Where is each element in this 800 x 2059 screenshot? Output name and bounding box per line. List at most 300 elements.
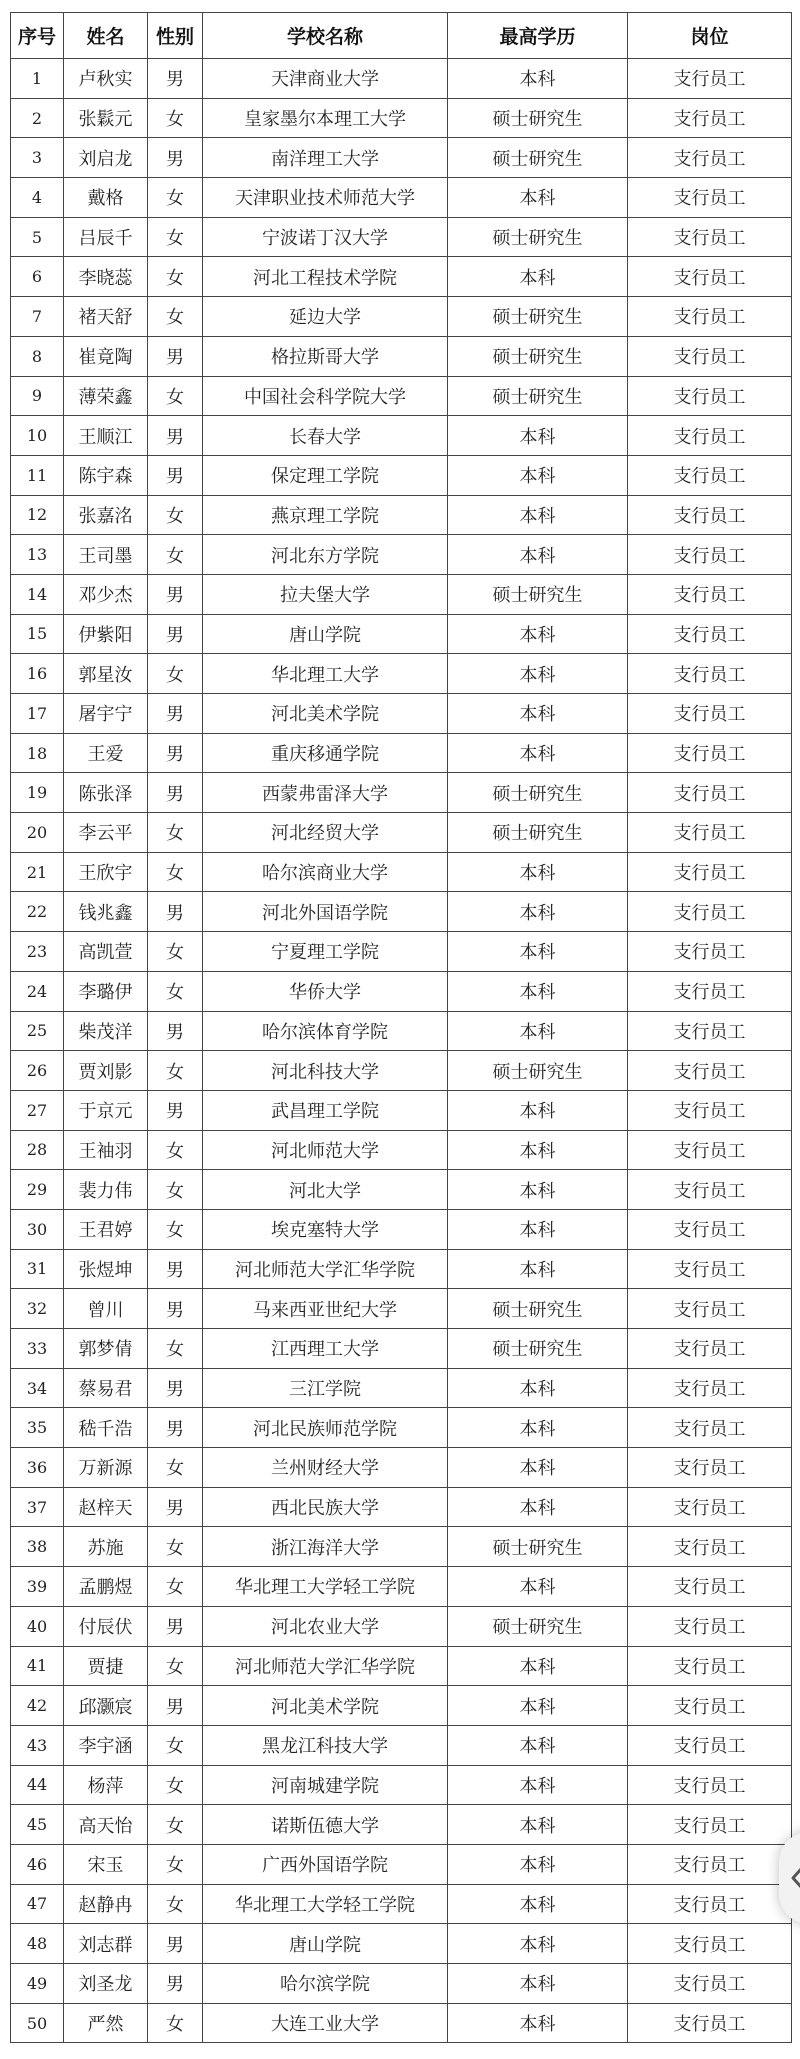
cell-school: 南洋理工大学	[203, 138, 448, 178]
cell-position: 支行员工	[628, 1448, 792, 1488]
cell-degree: 本科	[448, 1844, 628, 1884]
cell-position: 支行员工	[628, 495, 792, 535]
cell-name: 李晓蕊	[64, 257, 148, 297]
cell-serial: 4	[11, 178, 64, 218]
cell-gender: 男	[148, 455, 203, 495]
cell-school: 重庆移通学院	[203, 733, 448, 773]
cell-degree: 本科	[448, 1090, 628, 1130]
table-row	[11, 1725, 792, 1765]
table-row	[11, 495, 792, 535]
cell-degree: 本科	[448, 1884, 628, 1924]
table-row	[11, 1606, 792, 1646]
cell-serial: 15	[11, 614, 64, 654]
cell-position: 支行员工	[628, 1567, 792, 1607]
cell-serial: 8	[11, 336, 64, 376]
cell-name: 李璐伊	[64, 971, 148, 1011]
cell-position: 支行员工	[628, 733, 792, 773]
table-row	[11, 574, 792, 614]
chevron-left-icon	[789, 1865, 800, 1891]
cell-school: 河北经贸大学	[203, 813, 448, 853]
cell-degree: 本科	[448, 1805, 628, 1845]
cell-position: 支行员工	[628, 2003, 792, 2043]
cell-gender: 女	[148, 495, 203, 535]
cell-degree: 硕士研究生	[448, 574, 628, 614]
cell-position: 支行员工	[628, 1289, 792, 1329]
cell-school: 河南城建学院	[203, 1765, 448, 1805]
table-row	[11, 98, 792, 138]
cell-school: 西北民族大学	[203, 1487, 448, 1527]
table-row	[11, 1329, 792, 1369]
cell-degree: 本科	[448, 1964, 628, 2004]
cell-serial: 37	[11, 1487, 64, 1527]
cell-position: 支行员工	[628, 217, 792, 257]
cell-position: 支行员工	[628, 654, 792, 694]
cell-gender: 男	[148, 1487, 203, 1527]
cell-position: 支行员工	[628, 1408, 792, 1448]
cell-serial: 6	[11, 257, 64, 297]
table-row	[11, 1527, 792, 1567]
cell-serial: 5	[11, 217, 64, 257]
cell-school: 江西理工大学	[203, 1329, 448, 1369]
cell-serial: 10	[11, 416, 64, 456]
cell-degree: 本科	[448, 59, 628, 99]
cell-degree: 本科	[448, 971, 628, 1011]
table-row	[11, 733, 792, 773]
table-row	[11, 1805, 792, 1845]
cell-degree: 本科	[448, 1448, 628, 1488]
cell-serial: 43	[11, 1725, 64, 1765]
table-row	[11, 1765, 792, 1805]
cell-school: 黑龙江科技大学	[203, 1725, 448, 1765]
cell-name: 屠宇宁	[64, 694, 148, 734]
cell-name: 万新源	[64, 1448, 148, 1488]
cell-school: 河北科技大学	[203, 1051, 448, 1091]
cell-name: 张鬏元	[64, 98, 148, 138]
table-row	[11, 1487, 792, 1527]
cell-degree: 硕士研究生	[448, 1289, 628, 1329]
cell-gender: 男	[148, 1011, 203, 1051]
cell-gender: 男	[148, 892, 203, 932]
table-row	[11, 376, 792, 416]
cell-position: 支行员工	[628, 1884, 792, 1924]
cell-serial: 23	[11, 932, 64, 972]
cell-position: 支行员工	[628, 297, 792, 337]
cell-name: 柴茂洋	[64, 1011, 148, 1051]
cell-gender: 女	[148, 971, 203, 1011]
cell-position: 支行员工	[628, 1686, 792, 1726]
table-row	[11, 773, 792, 813]
cell-serial: 44	[11, 1765, 64, 1805]
table-row	[11, 932, 792, 972]
cell-name: 郭星汝	[64, 654, 148, 694]
cell-degree: 本科	[448, 2003, 628, 2043]
table-header	[11, 13, 792, 59]
cell-gender: 男	[148, 614, 203, 654]
cell-serial: 11	[11, 455, 64, 495]
table-row	[11, 1408, 792, 1448]
cell-gender: 男	[148, 1090, 203, 1130]
cell-school: 河北民族师范学院	[203, 1408, 448, 1448]
cell-serial: 39	[11, 1567, 64, 1607]
cell-school: 延边大学	[203, 297, 448, 337]
cell-serial: 49	[11, 1964, 64, 2004]
cell-position: 支行员工	[628, 1090, 792, 1130]
cell-position: 支行员工	[628, 1527, 792, 1567]
cell-school: 三江学院	[203, 1368, 448, 1408]
cell-school: 马来西亚世纪大学	[203, 1289, 448, 1329]
table-row	[11, 535, 792, 575]
cell-serial: 14	[11, 574, 64, 614]
cell-gender: 女	[148, 535, 203, 575]
cell-degree: 本科	[448, 1567, 628, 1607]
cell-degree: 本科	[448, 1725, 628, 1765]
cell-serial: 34	[11, 1368, 64, 1408]
table-row	[11, 416, 792, 456]
table-row	[11, 654, 792, 694]
cell-name: 赵梓天	[64, 1487, 148, 1527]
cell-serial: 41	[11, 1646, 64, 1686]
table-row	[11, 1130, 792, 1170]
cell-gender: 女	[148, 1170, 203, 1210]
table-row	[11, 1289, 792, 1329]
col-header-gender: 性别	[148, 13, 203, 59]
cell-gender: 女	[148, 1765, 203, 1805]
cell-degree: 本科	[448, 1249, 628, 1289]
cell-name: 褚天舒	[64, 297, 148, 337]
cell-degree: 硕士研究生	[448, 297, 628, 337]
cell-name: 付辰伏	[64, 1606, 148, 1646]
cell-position: 支行员工	[628, 813, 792, 853]
cell-name: 卢秋实	[64, 59, 148, 99]
cell-school: 华侨大学	[203, 971, 448, 1011]
cell-school: 大连工业大学	[203, 2003, 448, 2043]
cell-degree: 本科	[448, 614, 628, 654]
table-row	[11, 892, 792, 932]
cell-serial: 25	[11, 1011, 64, 1051]
cell-school: 唐山学院	[203, 1924, 448, 1964]
cell-degree: 硕士研究生	[448, 1329, 628, 1369]
table-row	[11, 455, 792, 495]
cell-school: 哈尔滨体育学院	[203, 1011, 448, 1051]
cell-position: 支行员工	[628, 535, 792, 575]
cell-school: 西蒙弗雷泽大学	[203, 773, 448, 813]
cell-degree: 本科	[448, 1130, 628, 1170]
table-row	[11, 1448, 792, 1488]
cell-degree: 硕士研究生	[448, 138, 628, 178]
cell-name: 王爱	[64, 733, 148, 773]
cell-gender: 女	[148, 1646, 203, 1686]
cell-name: 郭梦倩	[64, 1329, 148, 1369]
cell-name: 蔡易君	[64, 1368, 148, 1408]
cell-gender: 女	[148, 1448, 203, 1488]
table-row	[11, 1567, 792, 1607]
cell-school: 河北外国语学院	[203, 892, 448, 932]
table-row	[11, 1249, 792, 1289]
cell-serial: 20	[11, 813, 64, 853]
cell-position: 支行员工	[628, 1209, 792, 1249]
cell-degree: 硕士研究生	[448, 217, 628, 257]
cell-name: 曾川	[64, 1289, 148, 1329]
table-row	[11, 1170, 792, 1210]
cell-name: 王君婷	[64, 1209, 148, 1249]
cell-gender: 男	[148, 1686, 203, 1726]
cell-degree: 本科	[448, 892, 628, 932]
cell-gender: 男	[148, 59, 203, 99]
table-row	[11, 138, 792, 178]
cell-position: 支行员工	[628, 416, 792, 456]
table-row	[11, 1924, 792, 1964]
cell-serial: 1	[11, 59, 64, 99]
cell-name: 陈宇森	[64, 455, 148, 495]
table-row	[11, 1051, 792, 1091]
cell-degree: 本科	[448, 535, 628, 575]
cell-gender: 女	[148, 1209, 203, 1249]
cell-school: 华北理工大学轻工学院	[203, 1884, 448, 1924]
cell-name: 苏施	[64, 1527, 148, 1567]
cell-serial: 50	[11, 2003, 64, 2043]
cell-position: 支行员工	[628, 336, 792, 376]
cell-name: 于京元	[64, 1090, 148, 1130]
cell-position: 支行员工	[628, 852, 792, 892]
cell-serial: 42	[11, 1686, 64, 1726]
cell-name: 贾刘影	[64, 1051, 148, 1091]
cell-gender: 女	[148, 1130, 203, 1170]
cell-gender: 女	[148, 98, 203, 138]
cell-degree: 硕士研究生	[448, 1051, 628, 1091]
cell-school: 唐山学院	[203, 614, 448, 654]
cell-serial: 45	[11, 1805, 64, 1845]
cell-gender: 女	[148, 1567, 203, 1607]
cell-position: 支行员工	[628, 1170, 792, 1210]
cell-position: 支行员工	[628, 1964, 792, 2004]
cell-gender: 男	[148, 1408, 203, 1448]
table-row	[11, 336, 792, 376]
cell-name: 张煜坤	[64, 1249, 148, 1289]
cell-school: 河北东方学院	[203, 535, 448, 575]
cell-school: 燕京理工学院	[203, 495, 448, 535]
cell-school: 长春大学	[203, 416, 448, 456]
cell-gender: 女	[148, 813, 203, 853]
cell-degree: 本科	[448, 455, 628, 495]
cell-gender: 男	[148, 1368, 203, 1408]
cell-position: 支行员工	[628, 257, 792, 297]
cell-school: 河北师范大学汇华学院	[203, 1249, 448, 1289]
cell-gender: 男	[148, 1289, 203, 1329]
cell-position: 支行员工	[628, 1011, 792, 1051]
cell-name: 王袖羽	[64, 1130, 148, 1170]
cell-position: 支行员工	[628, 1249, 792, 1289]
table-row	[11, 257, 792, 297]
cell-name: 邱灏宸	[64, 1686, 148, 1726]
cell-gender: 女	[148, 178, 203, 218]
table-row	[11, 1090, 792, 1130]
cell-position: 支行员工	[628, 932, 792, 972]
cell-school: 保定理工学院	[203, 455, 448, 495]
cell-school: 宁夏理工学院	[203, 932, 448, 972]
cell-name: 杨萍	[64, 1765, 148, 1805]
cell-degree: 本科	[448, 1368, 628, 1408]
cell-name: 高天怡	[64, 1805, 148, 1845]
cell-gender: 女	[148, 1527, 203, 1567]
cell-gender: 女	[148, 376, 203, 416]
roster-table	[10, 12, 792, 2043]
cell-gender: 女	[148, 217, 203, 257]
col-header-school: 学校名称	[203, 13, 448, 59]
cell-degree: 本科	[448, 1686, 628, 1726]
cell-name: 陈张泽	[64, 773, 148, 813]
cell-degree: 本科	[448, 178, 628, 218]
cell-school: 武昌理工学院	[203, 1090, 448, 1130]
cell-degree: 硕士研究生	[448, 336, 628, 376]
cell-serial: 28	[11, 1130, 64, 1170]
cell-name: 王司墨	[64, 535, 148, 575]
cell-gender: 女	[148, 1805, 203, 1845]
cell-degree: 本科	[448, 1209, 628, 1249]
cell-school: 河北农业大学	[203, 1606, 448, 1646]
table-body	[11, 59, 792, 2043]
cell-name: 吕辰千	[64, 217, 148, 257]
cell-position: 支行员工	[628, 892, 792, 932]
cell-position: 支行员工	[628, 1924, 792, 1964]
cell-school: 河北美术学院	[203, 694, 448, 734]
cell-name: 崔竟陶	[64, 336, 148, 376]
cell-position: 支行员工	[628, 971, 792, 1011]
cell-degree: 本科	[448, 257, 628, 297]
cell-position: 支行员工	[628, 1805, 792, 1845]
cell-gender: 男	[148, 694, 203, 734]
cell-school: 浙江海洋大学	[203, 1527, 448, 1567]
cell-gender: 女	[148, 1844, 203, 1884]
cell-school: 哈尔滨学院	[203, 1964, 448, 2004]
cell-gender: 女	[148, 1051, 203, 1091]
cell-position: 支行员工	[628, 98, 792, 138]
col-header-position: 岗位	[628, 13, 792, 59]
col-header-name: 姓名	[64, 13, 148, 59]
col-header-degree: 最高学历	[448, 13, 628, 59]
cell-name: 李宇涵	[64, 1725, 148, 1765]
cell-degree: 本科	[448, 1765, 628, 1805]
cell-gender: 女	[148, 1725, 203, 1765]
cell-position: 支行员工	[628, 1646, 792, 1686]
cell-name: 裴力伟	[64, 1170, 148, 1210]
cell-school: 哈尔滨商业大学	[203, 852, 448, 892]
cell-position: 支行员工	[628, 773, 792, 813]
cell-name: 王顺江	[64, 416, 148, 456]
cell-position: 支行员工	[628, 376, 792, 416]
cell-serial: 48	[11, 1924, 64, 1964]
cell-position: 支行员工	[628, 1725, 792, 1765]
cell-position: 支行员工	[628, 1844, 792, 1884]
cell-school: 河北师范大学	[203, 1130, 448, 1170]
cell-degree: 本科	[448, 852, 628, 892]
table-row	[11, 1964, 792, 2004]
cell-serial: 26	[11, 1051, 64, 1091]
cell-serial: 38	[11, 1527, 64, 1567]
cell-gender: 男	[148, 1606, 203, 1646]
cell-gender: 女	[148, 1884, 203, 1924]
cell-degree: 本科	[448, 733, 628, 773]
table-row	[11, 852, 792, 892]
cell-position: 支行员工	[628, 138, 792, 178]
cell-school: 天津职业技术师范大学	[203, 178, 448, 218]
cell-serial: 35	[11, 1408, 64, 1448]
cell-gender: 男	[148, 1249, 203, 1289]
cell-serial: 24	[11, 971, 64, 1011]
cell-name: 刘启龙	[64, 138, 148, 178]
cell-serial: 12	[11, 495, 64, 535]
cell-position: 支行员工	[628, 178, 792, 218]
cell-degree: 硕士研究生	[448, 98, 628, 138]
cell-school: 宁波诺丁汉大学	[203, 217, 448, 257]
cell-school: 埃克塞特大学	[203, 1209, 448, 1249]
cell-gender: 女	[148, 297, 203, 337]
table-row	[11, 1884, 792, 1924]
cell-gender: 男	[148, 773, 203, 813]
cell-degree: 本科	[448, 694, 628, 734]
cell-name: 邓少杰	[64, 574, 148, 614]
cell-school: 皇家墨尔本理工大学	[203, 98, 448, 138]
cell-degree: 硕士研究生	[448, 1606, 628, 1646]
cell-school: 格拉斯哥大学	[203, 336, 448, 376]
cell-name: 高凯萱	[64, 932, 148, 972]
cell-name: 钱兆鑫	[64, 892, 148, 932]
cell-name: 孟鹏煜	[64, 1567, 148, 1607]
cell-school: 河北美术学院	[203, 1686, 448, 1726]
cell-position: 支行员工	[628, 574, 792, 614]
cell-position: 支行员工	[628, 1487, 792, 1527]
table-row	[11, 217, 792, 257]
cell-serial: 33	[11, 1329, 64, 1369]
table-row	[11, 1368, 792, 1408]
table-row	[11, 1209, 792, 1249]
cell-gender: 女	[148, 654, 203, 694]
cell-school: 河北师范大学汇华学院	[203, 1646, 448, 1686]
cell-position: 支行员工	[628, 1765, 792, 1805]
cell-serial: 18	[11, 733, 64, 773]
cell-position: 支行员工	[628, 1051, 792, 1091]
cell-degree: 本科	[448, 1487, 628, 1527]
cell-degree: 本科	[448, 1170, 628, 1210]
table-row	[11, 813, 792, 853]
cell-serial: 16	[11, 654, 64, 694]
cell-degree: 本科	[448, 416, 628, 456]
cell-degree: 本科	[448, 1408, 628, 1448]
cell-school: 华北理工大学	[203, 654, 448, 694]
cell-position: 支行员工	[628, 1329, 792, 1369]
cell-serial: 29	[11, 1170, 64, 1210]
cell-degree: 本科	[448, 1924, 628, 1964]
cell-name: 张嘉洺	[64, 495, 148, 535]
cell-serial: 9	[11, 376, 64, 416]
cell-gender: 女	[148, 852, 203, 892]
table-row	[11, 1686, 792, 1726]
cell-position: 支行员工	[628, 1368, 792, 1408]
table-row	[11, 59, 792, 99]
header-row	[11, 13, 792, 59]
cell-position: 支行员工	[628, 1130, 792, 1170]
col-header-serial: 序号	[11, 13, 64, 59]
cell-serial: 17	[11, 694, 64, 734]
cell-gender: 女	[148, 1329, 203, 1369]
cell-serial: 47	[11, 1884, 64, 1924]
cell-gender: 男	[148, 336, 203, 376]
cell-degree: 本科	[448, 1011, 628, 1051]
cell-position: 支行员工	[628, 694, 792, 734]
cell-serial: 2	[11, 98, 64, 138]
cell-serial: 13	[11, 535, 64, 575]
cell-serial: 22	[11, 892, 64, 932]
cell-serial: 32	[11, 1289, 64, 1329]
